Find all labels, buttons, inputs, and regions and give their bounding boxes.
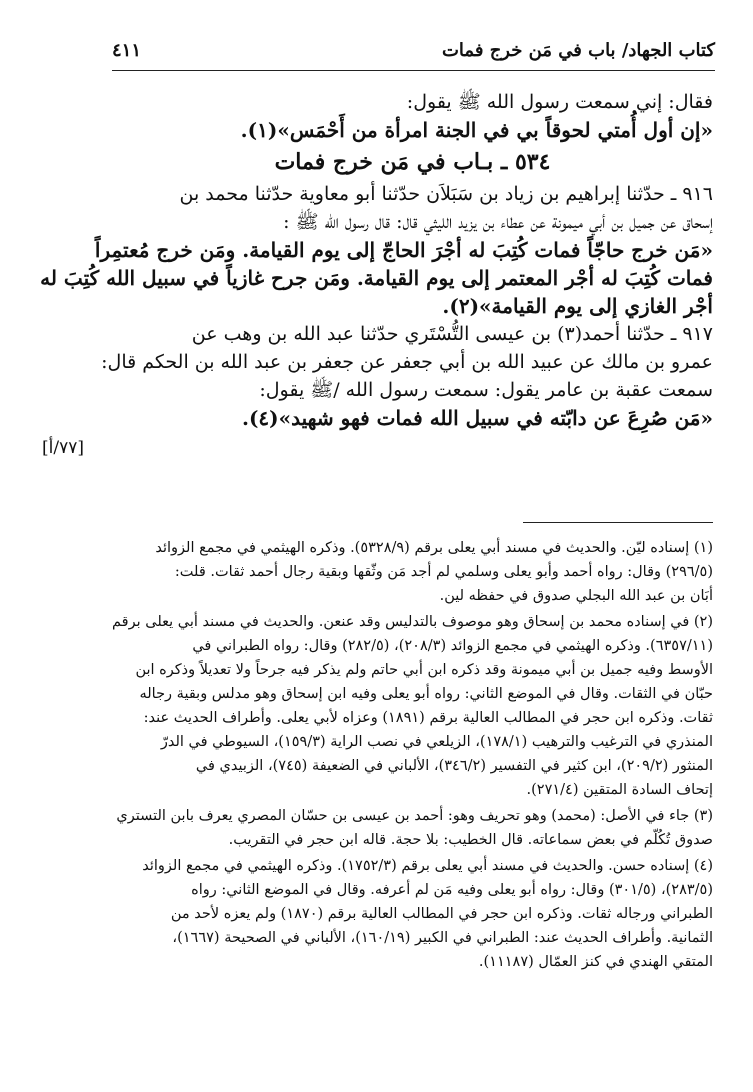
hadith-text: «مَن صُرِعَ عن دابّته في سبيل الله فمات فهو شهيد»(٤). (241, 406, 713, 430)
hadith-text: «مَن خرج حاجّاً فمات كُتِبَ له أجْرَ الحاجّ إلى يوم القيامة. ومَن خرج مُعتمِراً (94, 238, 713, 262)
text-line: عمرو بن مالك عن عبيد الله بن أبي جعفر عن جعفر بن عبد الله بن الحكم قال: (101, 351, 713, 373)
footnotes (105, 536, 713, 974)
text-line: سمعت عقبة بن عامر يقول: سمعت رسول الله /ﷺ يقول: (259, 379, 713, 401)
footnote-line: (٢٩٦/٥) وقال: رواه أحمد وأبو يعلى وسلمي لم أجد مَن وثّقها وبقية رجال أحمد ثقات. قلت: (174, 564, 713, 580)
text-line: ٩١٦ ـ حدّثنا إبراهيم بن زياد بن سَبَلاَن حدّثنا أبو معاوية حدّثنا محمد بن (179, 183, 713, 205)
footnote-line: المنذري في الترغيب والترهيب (١٧٨/١)، الزيلعي في نصب الراية (١٥٩/٣)، السيوطي في الدرّ (160, 734, 713, 750)
manuscript-folio-note: [٧٧/أ] (42, 438, 84, 458)
page-number: ٤١١ (112, 40, 142, 61)
footnote-line: (٣) جاء في الأصل: (محمد) وهو تحريف وهو: أحمد بن عيسى بن حسّان المصري يعرف بابن التستري (116, 808, 713, 824)
footnote-line: الطبراني ورجاله ثقات. وذكره ابن حجر في المطالب العالية برقم (١٨٧٠) ولم يعزه لأحد من (170, 906, 713, 922)
footnote-line: حبّان في الثقات. وقال في الموضع الثاني: رواه أبو يعلى وفيه ابن إسحاق وهو مدلس وبقية رجاله (139, 686, 713, 702)
footnote-line: أبَان بن عبد الله البجلي صدوق في حفظه لين. (439, 588, 713, 604)
text-line: ٩١٧ ـ حدّثنا أحمد(٣) بن عيسى التُّسْتَري حدّثنا عبد الله بن وهب عن (191, 323, 713, 345)
footnote-line: (٢٨٣/٥)، (٣٠١/٥) وقال: رواه أبو يعلى وفيه مَن لم أعرفه. وقال في الموضع الثاني: رواه (191, 882, 713, 898)
footnote-line: ثقات. وذكره ابن حجر في المطالب العالية برقم (١٨٩١) وعزاه لأبي يعلى. وأطراف الحديث عند: (143, 710, 713, 726)
footnote-line: الأوسط وفيه جميل بن أبي ميمونة وقد ذكره ابن أبي حاتم ولم يذكر فيه جرحاً ولا تعديلاً وذكره ابن (135, 662, 713, 678)
footnote-line: (١) إسناده ليّن. والحديث في مسند أبي يعلى برقم (٥٣٢٨/٩). وذكره الهيثمي في مجمع الزوائد (155, 540, 713, 556)
footnote-line: (٢) في إسناده محمد بن إسحاق وهو موصوف بالتدليس وقد عنعن. والحديث في مسند أبي يعلى برقم (112, 614, 713, 630)
hadith-text: فمات كُتِبَ له أجْر المعتمر إلى يوم القيامة. ومَن جرح غازياً في سبيل الله كُتِبَ له (40, 266, 713, 290)
footnote-line: المنثور (٢٠٩/٢)، ابن كثير في التفسير (٣٤٦/٢)، الألباني في الضعيفة (٧٤٥)، الزبيدي في (195, 758, 713, 774)
footnote-line: المتقي الهندي في كنز العمّال (١١١٨٧). (478, 954, 713, 970)
text-line: فقال: إني سمعت رسول الله ﷺ يقول: (406, 91, 713, 113)
hadith-text: «إن أول أُمتي لحوقاً بي في الجنة امرأة من أَحْمَس»(١). (240, 118, 713, 142)
footnote-line: (٦٣٥٧/١١). وذكره الهيثمي في مجمع الزوائد (٢٠٨/٣)، (٢٨٢/٥) وقال: رواه الطبراني في (192, 638, 713, 654)
footnote-separator (523, 522, 713, 523)
chapter-heading: ٥٣٤ ـ بـاب في مَن خرج فمات (274, 149, 551, 175)
footnote-line: الثمانية. وأطراف الحديث عند: الطبراني في الكبير (١٦٠/١٩)، الألباني في الصحيحة (١٦٦٧)، (172, 930, 713, 946)
main-text (40, 88, 713, 432)
footnote-line: صدوق تُكُلّم في بعض سماعاته. قال الخطيب: بلا حجة. قاله ابن حجر في التقريب. (228, 832, 713, 848)
footnote-line: (٤) إسناده حسن. والحديث في مسند أبي يعلى برقم (١٧٥٢/٣). وذكره الهيثمي في مجمع الزوائد (142, 858, 713, 874)
text-line: إسحاق عن جميل بن أبي ميمونة عن عطاء بن يزيد الليثي قال: قال رسول الله ﷺ : (283, 211, 713, 233)
running-title: كتاب الجهاد/ باب في مَن خرج فمات (441, 40, 715, 61)
hadith-text: أجْر الغازي إلى يوم القيامة»(٢). (442, 294, 713, 318)
footnote-line: إتحاف السادة المتقين (٢٧١/٤). (526, 782, 713, 798)
page-header (112, 38, 715, 71)
